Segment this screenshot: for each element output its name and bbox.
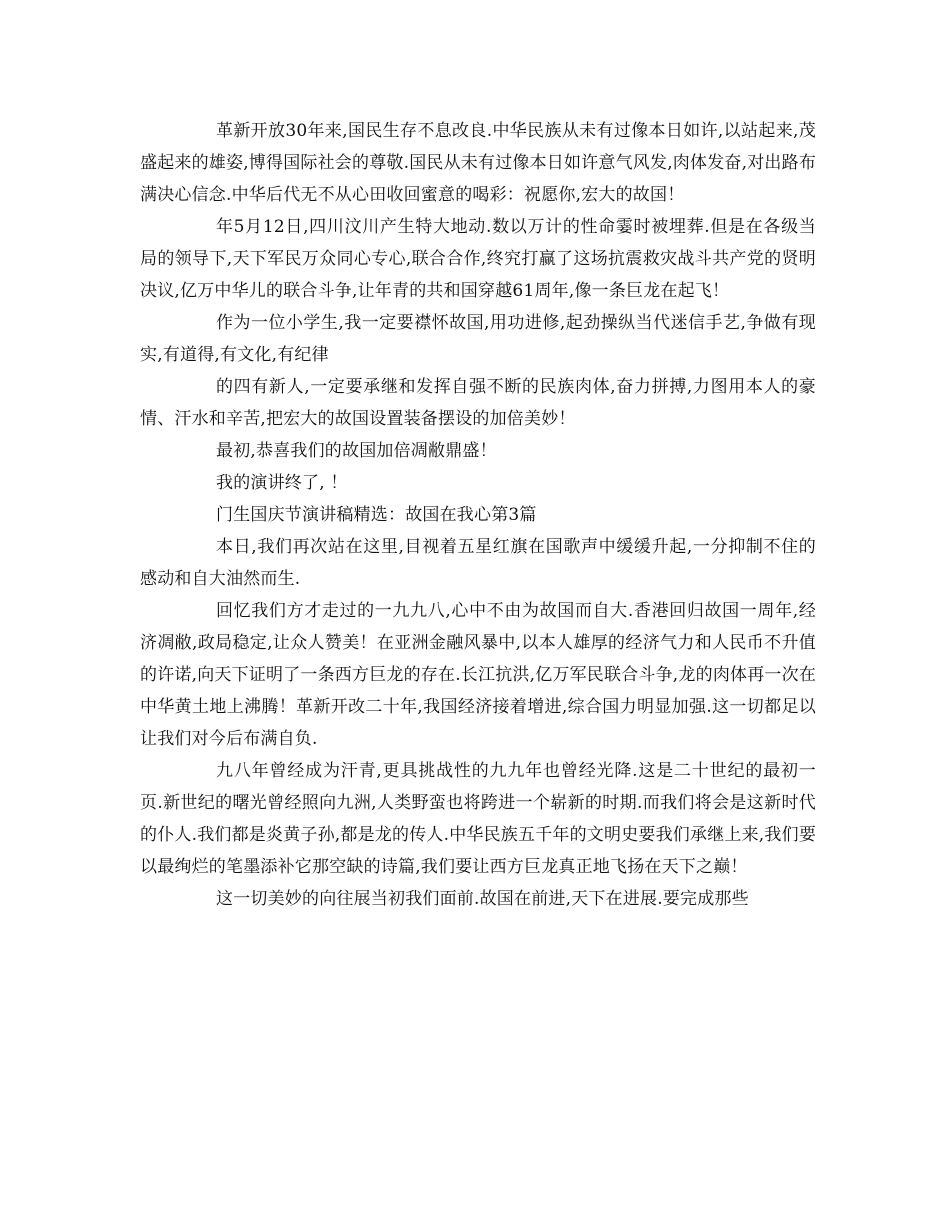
paragraph-2: 年5月12日,四川汶川产生特大地动.数以万计的性命霎时被埋葬.但是在各级当局的领导下,天下军民万众同心专心,联合合作,终究打赢了这场抗震救灾战斗共产党的贤明决议,亿万中华儿的联合斗争,让年青的共和国穿越61周年,像一条巨龙在起飞！ (140, 217, 816, 301)
paragraph-6: 我的演讲终了, ！ (216, 473, 348, 493)
paragraph-4: 的四有新人,一定要承继和发挥自强不断的民族肉体,奋力拼搏,力图用本人的豪情、汗水和辛苦,把宏大的故国设置装备摆设的加倍美妙！ (140, 377, 816, 429)
paragraph-8: 回忆我们方才走过的一九九八,心中不由为故国而自大.香港回归故国一周年,经济凋敝,政局稳定,让众人赞美！在亚洲金融风暴中,以本人雄厚的经济气力和人民币不升值的许诺,向天下证明了一条西方巨龙的存在.长江抗洪,亿万军民联合斗争,龙的肉体再一次在中华黄土地上沸腾！革新开改二十年,我国经济接着增进,综合国力明显加强.这一切都足以让我们对今后布满自负. (140, 601, 817, 749)
paragraph-7: 本日,我们再次站在这里,目视着五星红旗在国歌声中缓缓升起,一分抑制不住的感动和自大油然而生. (140, 537, 816, 589)
paragraph-5: 最初,恭喜我们的故国加倍凋敝鼎盛！ (216, 441, 497, 461)
paragraph-1: 革新开放30年来,国民生存不息改良.中华民族从未有过像本日如许,以站起来,茂盛起来的雄姿,博得国际社会的尊敬.国民从未有过像本日如许意气风发,肉体发奋,对出路布满决心信念.中华后代无不从心田收回蜜意的喝彩：祝愿你,宏大的故国！ (140, 121, 817, 205)
paragraph-3: 作为一位小学生,我一定要襟怀故国,用功进修,起劲操纵当代迷信手艺,争做有现实,有道得,有文化,有纪律 (140, 313, 816, 365)
paragraph-9: 九八年曾经成为汗青,更具挑战性的九九年也曾经光降.这是二十世纪的最初一页.新世纪的曙光曾经照向九洲,人类野蛮也将跨进一个崭新的时期.而我们将会是这新时代的仆人.我们都是炎黄子孙,都是龙的传人.中华民族五千年的文明史要我们承继上来,我们要以最绚烂的笔墨添补它那空缺的诗篇,我们要让西方巨龙真正地飞扬在天下之巅！ (140, 761, 817, 877)
paragraph-10: 这一切美妙的向往展当初我们面前.故国在前进,天下在进展.要完成那些 (216, 889, 749, 909)
document-body (140, 115, 816, 915)
section-heading: 门生国庆节演讲稿精选：故国在我心第3篇 (216, 505, 537, 525)
